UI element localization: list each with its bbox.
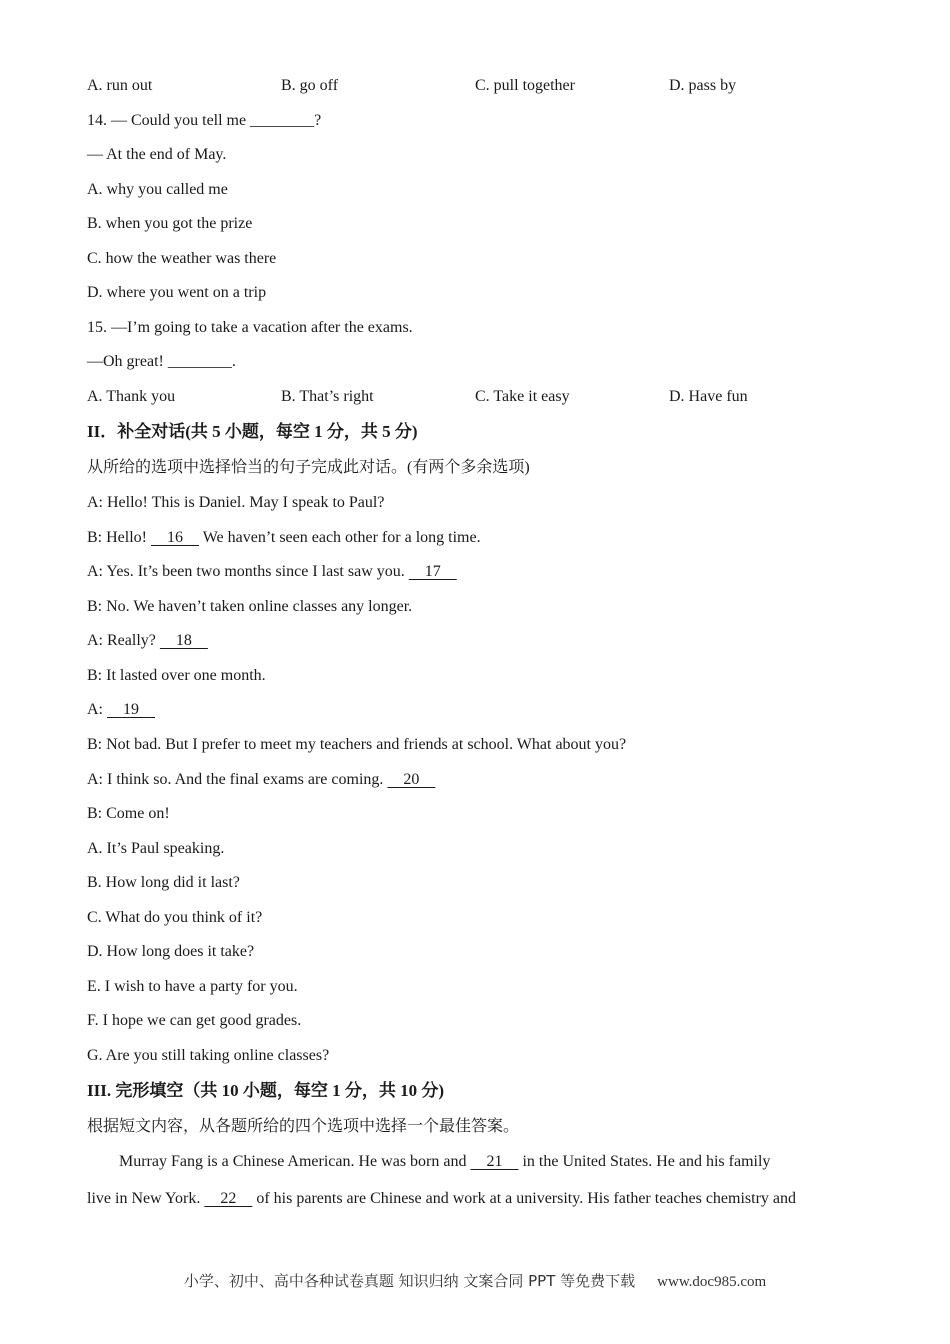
- dialogue-text: A: I think so. And the final exams are coming.: [87, 771, 388, 788]
- q15-stem: 15. —I’m going to take a vacation after the exams.: [87, 319, 413, 336]
- q14-option-b: B. when you got the prize: [87, 215, 253, 232]
- q14-reply: — At the end of May.: [87, 146, 227, 163]
- section2-option-e: E. I wish to have a party for you.: [87, 978, 298, 995]
- dialogue-line-3: [87, 562, 457, 582]
- q15-option-a: A. Thank you: [87, 388, 176, 405]
- blank-16[interactable]: 16: [151, 529, 199, 546]
- section2-option-f: F. I hope we can get good grades.: [87, 1012, 302, 1029]
- passage-line-2: [87, 1189, 796, 1209]
- footer-text: 小学、初中、高中各种试卷真题 知识归纳 文案合同 PPT 等免费下载: [183, 1272, 636, 1290]
- dialogue-line-6: B: It lasted over one month.: [87, 667, 266, 684]
- blank-17[interactable]: 17: [408, 563, 457, 580]
- q13-option-b: B. go off: [281, 77, 339, 94]
- passage-text: live in New York.: [87, 1190, 205, 1207]
- dialogue-line-7: [87, 700, 155, 720]
- section2-option-g: G. Are you still taking online classes?: [87, 1047, 330, 1064]
- dialogue-text: We haven’t seen each other for a long time.: [199, 529, 481, 546]
- q14-option-c: C. how the weather was there: [87, 250, 277, 267]
- page-footer: [0, 1270, 950, 1291]
- blank-18[interactable]: 18: [159, 632, 208, 649]
- passage-text: in the United States. He and his family: [518, 1153, 771, 1170]
- q15-option-b: B. That’s right: [281, 388, 374, 405]
- q14-stem: 14. — Could you tell me ________?: [87, 112, 322, 129]
- section3-instruction: 根据短文内容，从各题所给的四个选项中选择一个最佳答案。: [87, 1118, 520, 1135]
- blank-21[interactable]: 21: [470, 1153, 519, 1170]
- blank-22[interactable]: 22: [204, 1190, 253, 1207]
- section2-option-d: D. How long does it take?: [87, 943, 255, 960]
- q15-reply: —Oh great! ________.: [87, 353, 236, 370]
- dialogue-text: A: Yes. It’s been two months since I last saw you.: [87, 563, 409, 580]
- passage-line-1: [119, 1152, 770, 1172]
- section2-option-a: A. It’s Paul speaking.: [87, 840, 225, 857]
- dialogue-line-8: B: Not bad. But I prefer to meet my teachers and friends at school. What about you?: [87, 736, 627, 753]
- q15-option-d: D. Have fun: [669, 388, 748, 405]
- passage-text: of his parents are Chinese and work at a university. His father teaches chemistry and: [252, 1190, 797, 1207]
- passage-text: Murray Fang is a Chinese American. He was born and: [119, 1153, 471, 1170]
- q13-option-a: A. run out: [87, 77, 153, 94]
- dialogue-line-10: B: Come on!: [87, 805, 170, 822]
- section2-option-c: C. What do you think of it?: [87, 909, 263, 926]
- dialogue-text: A: Really?: [87, 632, 160, 649]
- section3-heading: III. 完形填空（共 10 小题，每空 1 分，共 10 分): [87, 1081, 445, 1100]
- blank-20[interactable]: 20: [387, 771, 436, 788]
- q15-option-c: C. Take it easy: [475, 388, 570, 405]
- dialogue-text: B: Hello!: [87, 529, 151, 546]
- q13-option-c: C. pull together: [475, 77, 575, 94]
- footer-url[interactable]: www.doc985.com: [657, 1274, 767, 1290]
- q13-option-d: D. pass by: [669, 77, 737, 94]
- section2-instruction: 从所给的选项中选择恰当的句子完成此对话。(有两个多余选项): [87, 459, 530, 476]
- section2-option-b: B. How long did it last?: [87, 874, 240, 891]
- dialogue-line-2: [87, 528, 481, 548]
- q14-option-a: A. why you called me: [87, 181, 228, 198]
- section2-heading: II．补全对话(共 5 小题，每空 1 分，共 5 分): [87, 422, 418, 441]
- dialogue-line-1: A: Hello! This is Daniel. May I speak to Paul?: [87, 494, 385, 511]
- dialogue-line-9: [87, 770, 435, 790]
- blank-19[interactable]: 19: [107, 701, 155, 718]
- dialogue-line-5: [87, 631, 208, 651]
- q14-option-d: D. where you went on a trip: [87, 284, 267, 301]
- dialogue-text: A:: [87, 701, 107, 718]
- dialogue-line-4: B: No. We haven’t taken online classes any longer.: [87, 598, 413, 615]
